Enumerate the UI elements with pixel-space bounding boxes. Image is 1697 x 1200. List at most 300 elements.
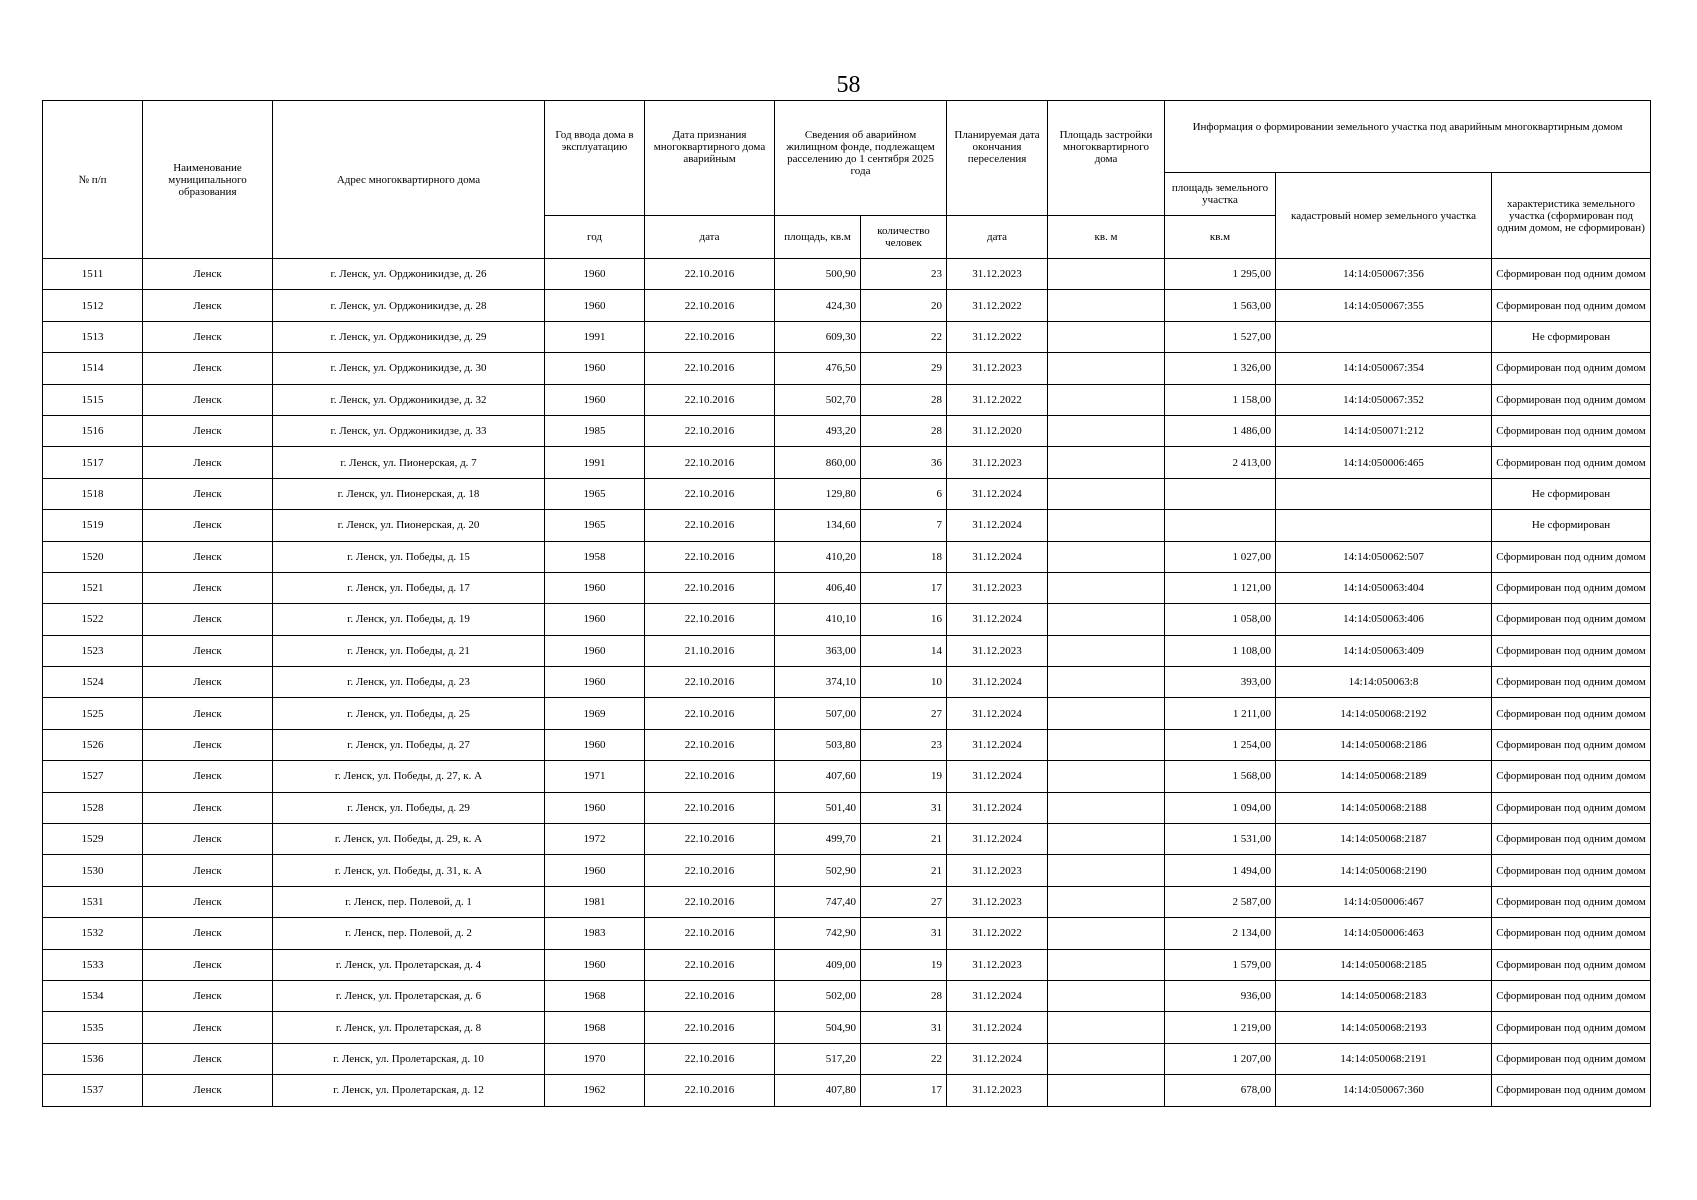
cell-address: г. Ленск, ул. Победы, д. 27, к. А: [273, 761, 545, 792]
cell-address: г. Ленск, ул. Победы, д. 17: [273, 572, 545, 603]
cell-planned-date: 31.12.2023: [947, 949, 1048, 980]
cell-planned-date: 31.12.2024: [947, 1043, 1048, 1074]
table-row: [43, 667, 1651, 698]
cell-municipality: Ленск: [143, 259, 273, 290]
cell-recognition-date: 22.10.2016: [645, 761, 775, 792]
cell-cadastral: 14:14:050067:356: [1276, 259, 1492, 290]
cell-cadastral: 14:14:050068:2186: [1276, 729, 1492, 760]
table-row: [43, 635, 1651, 666]
cell-address: г. Ленск, ул. Пролетарская, д. 6: [273, 980, 545, 1011]
cell-building-area: [1048, 604, 1165, 635]
cell-area: 503,80: [775, 729, 861, 760]
cell-recognition-date: 21.10.2016: [645, 635, 775, 666]
cell-cadastral: 14:14:050068:2193: [1276, 1012, 1492, 1043]
unit-date-plan: дата: [947, 216, 1048, 259]
header-municipality: Наименование муниципального образования: [143, 101, 273, 259]
cell-land-area: 393,00: [1165, 667, 1276, 698]
cell-area: 407,60: [775, 761, 861, 792]
table-row: [43, 353, 1651, 384]
cell-area: 499,70: [775, 824, 861, 855]
cell-area: 407,80: [775, 1075, 861, 1106]
cell-municipality: Ленск: [143, 290, 273, 321]
cell-area: 134,60: [775, 510, 861, 541]
cell-recognition-date: 22.10.2016: [645, 824, 775, 855]
cell-planned-date: 31.12.2024: [947, 980, 1048, 1011]
cell-people: 21: [861, 855, 947, 886]
cell-cadastral: [1276, 478, 1492, 509]
cell-address: г. Ленск, ул. Победы, д. 19: [273, 604, 545, 635]
cell-num: 1514: [43, 353, 143, 384]
cell-year: 1985: [545, 415, 645, 446]
unit-date: дата: [645, 216, 775, 259]
cell-municipality: Ленск: [143, 918, 273, 949]
header-address: Адрес многоквартирного дома: [273, 101, 545, 259]
cell-people: 31: [861, 792, 947, 823]
table-row: [43, 792, 1651, 823]
header-characteristic: характеристика земельного участка (сформирован под одним домом, не сформирован): [1492, 173, 1651, 259]
cell-building-area: [1048, 635, 1165, 666]
cell-building-area: [1048, 980, 1165, 1011]
cell-planned-date: 31.12.2024: [947, 824, 1048, 855]
cell-year: 1991: [545, 321, 645, 352]
cell-area: 406,40: [775, 572, 861, 603]
cell-building-area: [1048, 478, 1165, 509]
header-land-area: площадь земельного участка: [1165, 173, 1276, 216]
table-row: [43, 478, 1651, 509]
cell-municipality: Ленск: [143, 353, 273, 384]
cell-num: 1523: [43, 635, 143, 666]
cell-year: 1960: [545, 604, 645, 635]
cell-recognition-date: 22.10.2016: [645, 698, 775, 729]
cell-address: г. Ленск, ул. Орджоникидзе, д. 32: [273, 384, 545, 415]
cell-characteristic: Сформирован под одним домом: [1492, 447, 1651, 478]
cell-municipality: Ленск: [143, 980, 273, 1011]
cell-building-area: [1048, 949, 1165, 980]
cell-planned-date: 31.12.2023: [947, 886, 1048, 917]
cell-characteristic: Сформирован под одним домом: [1492, 290, 1651, 321]
cell-num: 1536: [43, 1043, 143, 1074]
cell-planned-date: 31.12.2020: [947, 415, 1048, 446]
cell-municipality: Ленск: [143, 1012, 273, 1043]
cell-people: 7: [861, 510, 947, 541]
cell-land-area: 1 568,00: [1165, 761, 1276, 792]
cell-year: 1965: [545, 478, 645, 509]
cell-land-area: 936,00: [1165, 980, 1276, 1011]
cell-municipality: Ленск: [143, 635, 273, 666]
cell-municipality: Ленск: [143, 541, 273, 572]
cell-land-area: 678,00: [1165, 1075, 1276, 1106]
cell-characteristic: Сформирован под одним домом: [1492, 980, 1651, 1011]
cell-num: 1533: [43, 949, 143, 980]
cell-building-area: [1048, 259, 1165, 290]
cell-characteristic: Сформирован под одним домом: [1492, 824, 1651, 855]
header-building-area: Площадь застройки многоквартирного дома: [1048, 101, 1165, 216]
cell-area: 517,20: [775, 1043, 861, 1074]
cell-characteristic: Сформирован под одним домом: [1492, 792, 1651, 823]
cell-cadastral: 14:14:050006:463: [1276, 918, 1492, 949]
cell-characteristic: Не сформирован: [1492, 510, 1651, 541]
cell-people: 29: [861, 353, 947, 384]
cell-area: 409,00: [775, 949, 861, 980]
cell-building-area: [1048, 792, 1165, 823]
table-row: [43, 384, 1651, 415]
cell-land-area: [1165, 510, 1276, 541]
cell-people: 17: [861, 572, 947, 603]
cell-planned-date: 31.12.2024: [947, 698, 1048, 729]
cell-municipality: Ленск: [143, 604, 273, 635]
cell-municipality: Ленск: [143, 572, 273, 603]
cell-recognition-date: 22.10.2016: [645, 321, 775, 352]
table-row: [43, 886, 1651, 917]
cell-area: 129,80: [775, 478, 861, 509]
cell-planned-date: 31.12.2023: [947, 259, 1048, 290]
cell-num: 1517: [43, 447, 143, 478]
cell-address: г. Ленск, ул. Пролетарская, д. 4: [273, 949, 545, 980]
cell-land-area: 1 494,00: [1165, 855, 1276, 886]
cell-cadastral: 14:14:050068:2191: [1276, 1043, 1492, 1074]
cell-num: 1530: [43, 855, 143, 886]
cell-land-area: 1 094,00: [1165, 792, 1276, 823]
table-row: [43, 1043, 1651, 1074]
cell-num: 1512: [43, 290, 143, 321]
header-year-in: Год ввода дома в эксплуатацию: [545, 101, 645, 216]
cell-address: г. Ленск, ул. Орджоникидзе, д. 29: [273, 321, 545, 352]
cell-characteristic: Не сформирован: [1492, 321, 1651, 352]
cell-people: 28: [861, 384, 947, 415]
cell-land-area: 2 587,00: [1165, 886, 1276, 917]
cell-land-area: 1 295,00: [1165, 259, 1276, 290]
page-number: 58: [836, 72, 861, 98]
cell-cadastral: 14:14:050068:2187: [1276, 824, 1492, 855]
cell-planned-date: 31.12.2024: [947, 729, 1048, 760]
cell-building-area: [1048, 353, 1165, 384]
cell-cadastral: 14:14:050067:352: [1276, 384, 1492, 415]
cell-recognition-date: 22.10.2016: [645, 792, 775, 823]
cell-area: 502,90: [775, 855, 861, 886]
table-row: [43, 541, 1651, 572]
cell-building-area: [1048, 572, 1165, 603]
cell-municipality: Ленск: [143, 886, 273, 917]
cell-year: 1981: [545, 886, 645, 917]
cell-municipality: Ленск: [143, 729, 273, 760]
cell-year: 1972: [545, 824, 645, 855]
cell-area: 410,20: [775, 541, 861, 572]
cell-land-area: 2 413,00: [1165, 447, 1276, 478]
cell-area: 502,00: [775, 980, 861, 1011]
cell-people: 27: [861, 886, 947, 917]
cell-recognition-date: 22.10.2016: [645, 980, 775, 1011]
cell-planned-date: 31.12.2023: [947, 353, 1048, 384]
cell-year: 1971: [545, 761, 645, 792]
table-row: [43, 698, 1651, 729]
cell-address: г. Ленск, ул. Орджоникидзе, д. 26: [273, 259, 545, 290]
cell-num: 1511: [43, 259, 143, 290]
table-row: [43, 855, 1651, 886]
cell-building-area: [1048, 321, 1165, 352]
cell-people: 14: [861, 635, 947, 666]
cell-cadastral: [1276, 321, 1492, 352]
cell-municipality: Ленск: [143, 1043, 273, 1074]
cell-address: г. Ленск, ул. Пролетарская, д. 8: [273, 1012, 545, 1043]
cell-municipality: Ленск: [143, 761, 273, 792]
cell-recognition-date: 22.10.2016: [645, 541, 775, 572]
cell-municipality: Ленск: [143, 667, 273, 698]
cell-planned-date: 31.12.2023: [947, 635, 1048, 666]
cell-characteristic: Сформирован под одним домом: [1492, 949, 1651, 980]
unit-sqm-land: кв.м: [1165, 216, 1276, 259]
cell-num: 1535: [43, 1012, 143, 1043]
cell-address: г. Ленск, пер. Полевой, д. 1: [273, 886, 545, 917]
cell-characteristic: Сформирован под одним домом: [1492, 855, 1651, 886]
cell-recognition-date: 22.10.2016: [645, 510, 775, 541]
cell-characteristic: Сформирован под одним домом: [1492, 353, 1651, 384]
cell-cadastral: 14:14:050068:2190: [1276, 855, 1492, 886]
cell-people: 20: [861, 290, 947, 321]
cell-cadastral: 14:14:050063:406: [1276, 604, 1492, 635]
table-row: [43, 824, 1651, 855]
cell-recognition-date: 22.10.2016: [645, 478, 775, 509]
cell-address: г. Ленск, ул. Победы, д. 15: [273, 541, 545, 572]
emergency-housing-table: [42, 100, 1651, 1107]
cell-recognition-date: 22.10.2016: [645, 259, 775, 290]
cell-recognition-date: 22.10.2016: [645, 729, 775, 760]
cell-num: 1529: [43, 824, 143, 855]
cell-recognition-date: 22.10.2016: [645, 353, 775, 384]
cell-municipality: Ленск: [143, 1075, 273, 1106]
unit-area: площадь, кв.м: [775, 216, 861, 259]
cell-characteristic: Сформирован под одним домом: [1492, 667, 1651, 698]
cell-building-area: [1048, 541, 1165, 572]
header-fund-info: Сведения об аварийном жилищном фонде, подлежащем расселению до 1 сентября 2025 года: [775, 101, 947, 216]
cell-land-area: 1 531,00: [1165, 824, 1276, 855]
cell-recognition-date: 22.10.2016: [645, 667, 775, 698]
cell-characteristic: Сформирован под одним домом: [1492, 384, 1651, 415]
cell-building-area: [1048, 918, 1165, 949]
cell-land-area: 1 219,00: [1165, 1012, 1276, 1043]
cell-people: 23: [861, 259, 947, 290]
cell-characteristic: Сформирован под одним домом: [1492, 415, 1651, 446]
cell-municipality: Ленск: [143, 384, 273, 415]
cell-address: г. Ленск, ул. Пролетарская, д. 10: [273, 1043, 545, 1074]
cell-characteristic: Сформирован под одним домом: [1492, 1075, 1651, 1106]
cell-characteristic: Сформирован под одним домом: [1492, 886, 1651, 917]
cell-cadastral: 14:14:050063:404: [1276, 572, 1492, 603]
cell-year: 1962: [545, 1075, 645, 1106]
cell-municipality: Ленск: [143, 415, 273, 446]
cell-recognition-date: 22.10.2016: [645, 604, 775, 635]
cell-recognition-date: 22.10.2016: [645, 1043, 775, 1074]
cell-recognition-date: 22.10.2016: [645, 918, 775, 949]
cell-people: 22: [861, 1043, 947, 1074]
cell-address: г. Ленск, ул. Пионерская, д. 18: [273, 478, 545, 509]
cell-recognition-date: 22.10.2016: [645, 886, 775, 917]
cell-area: 476,50: [775, 353, 861, 384]
cell-building-area: [1048, 824, 1165, 855]
cell-year: 1960: [545, 855, 645, 886]
cell-planned-date: 31.12.2023: [947, 1075, 1048, 1106]
cell-building-area: [1048, 1075, 1165, 1106]
cell-characteristic: Сформирован под одним домом: [1492, 604, 1651, 635]
cell-num: 1519: [43, 510, 143, 541]
cell-num: 1537: [43, 1075, 143, 1106]
cell-planned-date: 31.12.2024: [947, 1012, 1048, 1043]
cell-address: г. Ленск, ул. Победы, д. 21: [273, 635, 545, 666]
cell-year: 1970: [545, 1043, 645, 1074]
cell-year: 1991: [545, 447, 645, 478]
cell-area: 747,40: [775, 886, 861, 917]
cell-cadastral: 14:14:050068:2189: [1276, 761, 1492, 792]
cell-num: 1516: [43, 415, 143, 446]
cell-building-area: [1048, 698, 1165, 729]
cell-planned-date: 31.12.2024: [947, 667, 1048, 698]
cell-municipality: Ленск: [143, 824, 273, 855]
cell-num: 1521: [43, 572, 143, 603]
cell-characteristic: Сформирован под одним домом: [1492, 729, 1651, 760]
cell-year: 1960: [545, 949, 645, 980]
cell-recognition-date: 22.10.2016: [645, 572, 775, 603]
cell-building-area: [1048, 1043, 1165, 1074]
cell-characteristic: Сформирован под одним домом: [1492, 918, 1651, 949]
cell-municipality: Ленск: [143, 949, 273, 980]
cell-recognition-date: 22.10.2016: [645, 415, 775, 446]
cell-year: 1960: [545, 635, 645, 666]
table-row: [43, 761, 1651, 792]
cell-people: 36: [861, 447, 947, 478]
cell-people: 19: [861, 949, 947, 980]
cell-num: 1525: [43, 698, 143, 729]
cell-people: 21: [861, 824, 947, 855]
cell-recognition-date: 22.10.2016: [645, 1075, 775, 1106]
cell-planned-date: 31.12.2024: [947, 541, 1048, 572]
header-num: № п/п: [43, 101, 143, 259]
cell-land-area: 1 027,00: [1165, 541, 1276, 572]
cell-cadastral: 14:14:050068:2188: [1276, 792, 1492, 823]
table-row: [43, 447, 1651, 478]
cell-characteristic: Сформирован под одним домом: [1492, 761, 1651, 792]
cell-land-area: 1 121,00: [1165, 572, 1276, 603]
cell-land-area: 2 134,00: [1165, 918, 1276, 949]
cell-num: 1531: [43, 886, 143, 917]
cell-year: 1968: [545, 980, 645, 1011]
cell-cadastral: 14:14:050068:2192: [1276, 698, 1492, 729]
cell-address: г. Ленск, ул. Пролетарская, д. 12: [273, 1075, 545, 1106]
cell-address: г. Ленск, ул. Победы, д. 27: [273, 729, 545, 760]
cell-planned-date: 31.12.2024: [947, 478, 1048, 509]
cell-year: 1960: [545, 353, 645, 384]
cell-planned-date: 31.12.2023: [947, 572, 1048, 603]
cell-year: 1969: [545, 698, 645, 729]
cell-municipality: Ленск: [143, 447, 273, 478]
cell-land-area: 1 563,00: [1165, 290, 1276, 321]
cell-building-area: [1048, 667, 1165, 698]
cell-land-area: 1 108,00: [1165, 635, 1276, 666]
cell-cadastral: 14:14:050063:409: [1276, 635, 1492, 666]
cell-cadastral: 14:14:050067:354: [1276, 353, 1492, 384]
cell-characteristic: Не сформирован: [1492, 478, 1651, 509]
cell-area: 860,00: [775, 447, 861, 478]
cell-building-area: [1048, 510, 1165, 541]
cell-year: 1965: [545, 510, 645, 541]
cell-people: 22: [861, 321, 947, 352]
cell-municipality: Ленск: [143, 478, 273, 509]
cell-people: 18: [861, 541, 947, 572]
cell-building-area: [1048, 384, 1165, 415]
cell-land-area: 1 158,00: [1165, 384, 1276, 415]
cell-land-area: 1 486,00: [1165, 415, 1276, 446]
header-cadastral: кадастровый номер земельного участка: [1276, 173, 1492, 259]
cell-address: г. Ленск, ул. Орджоникидзе, д. 33: [273, 415, 545, 446]
cell-land-area: 1 527,00: [1165, 321, 1276, 352]
cell-land-area: 1 326,00: [1165, 353, 1276, 384]
cell-municipality: Ленск: [143, 321, 273, 352]
cell-num: 1526: [43, 729, 143, 760]
cell-area: 609,30: [775, 321, 861, 352]
table-row: [43, 918, 1651, 949]
cell-characteristic: Сформирован под одним домом: [1492, 541, 1651, 572]
cell-municipality: Ленск: [143, 510, 273, 541]
cell-building-area: [1048, 729, 1165, 760]
cell-area: 363,00: [775, 635, 861, 666]
cell-planned-date: 31.12.2022: [947, 918, 1048, 949]
cell-cadastral: 14:14:050068:2185: [1276, 949, 1492, 980]
cell-year: 1960: [545, 667, 645, 698]
header-planned-date: Планируемая дата окончания переселения: [947, 101, 1048, 216]
cell-num: 1524: [43, 667, 143, 698]
cell-land-area: 1 254,00: [1165, 729, 1276, 760]
cell-people: 28: [861, 415, 947, 446]
cell-num: 1532: [43, 918, 143, 949]
cell-characteristic: Сформирован под одним домом: [1492, 259, 1651, 290]
cell-year: 1958: [545, 541, 645, 572]
cell-area: 504,90: [775, 1012, 861, 1043]
header-recognition-date: Дата признания многоквартирного дома аварийным: [645, 101, 775, 216]
cell-planned-date: 31.12.2024: [947, 604, 1048, 635]
cell-area: 501,40: [775, 792, 861, 823]
cell-characteristic: Сформирован под одним домом: [1492, 635, 1651, 666]
cell-planned-date: 31.12.2023: [947, 447, 1048, 478]
cell-people: 19: [861, 761, 947, 792]
cell-year: 1968: [545, 1012, 645, 1043]
cell-cadastral: 14:14:050068:2183: [1276, 980, 1492, 1011]
cell-cadastral: [1276, 510, 1492, 541]
table-header: [43, 101, 1651, 259]
cell-year: 1983: [545, 918, 645, 949]
table-row: [43, 1075, 1651, 1106]
cell-people: 31: [861, 1012, 947, 1043]
cell-cadastral: 14:14:050071:212: [1276, 415, 1492, 446]
cell-planned-date: 31.12.2022: [947, 290, 1048, 321]
cell-land-area: 1 207,00: [1165, 1043, 1276, 1074]
cell-cadastral: 14:14:050006:465: [1276, 447, 1492, 478]
cell-building-area: [1048, 447, 1165, 478]
table-row: [43, 321, 1651, 352]
cell-people: 10: [861, 667, 947, 698]
cell-address: г. Ленск, ул. Победы, д. 25: [273, 698, 545, 729]
cell-municipality: Ленск: [143, 698, 273, 729]
cell-people: 27: [861, 698, 947, 729]
table-row: [43, 980, 1651, 1011]
table-row: [43, 290, 1651, 321]
table-row: [43, 259, 1651, 290]
cell-land-area: [1165, 478, 1276, 509]
cell-planned-date: 31.12.2022: [947, 321, 1048, 352]
cell-num: 1513: [43, 321, 143, 352]
unit-year: год: [545, 216, 645, 259]
cell-num: 1522: [43, 604, 143, 635]
cell-address: г. Ленск, ул. Орджоникидзе, д. 28: [273, 290, 545, 321]
cell-area: 493,20: [775, 415, 861, 446]
cell-year: 1960: [545, 259, 645, 290]
